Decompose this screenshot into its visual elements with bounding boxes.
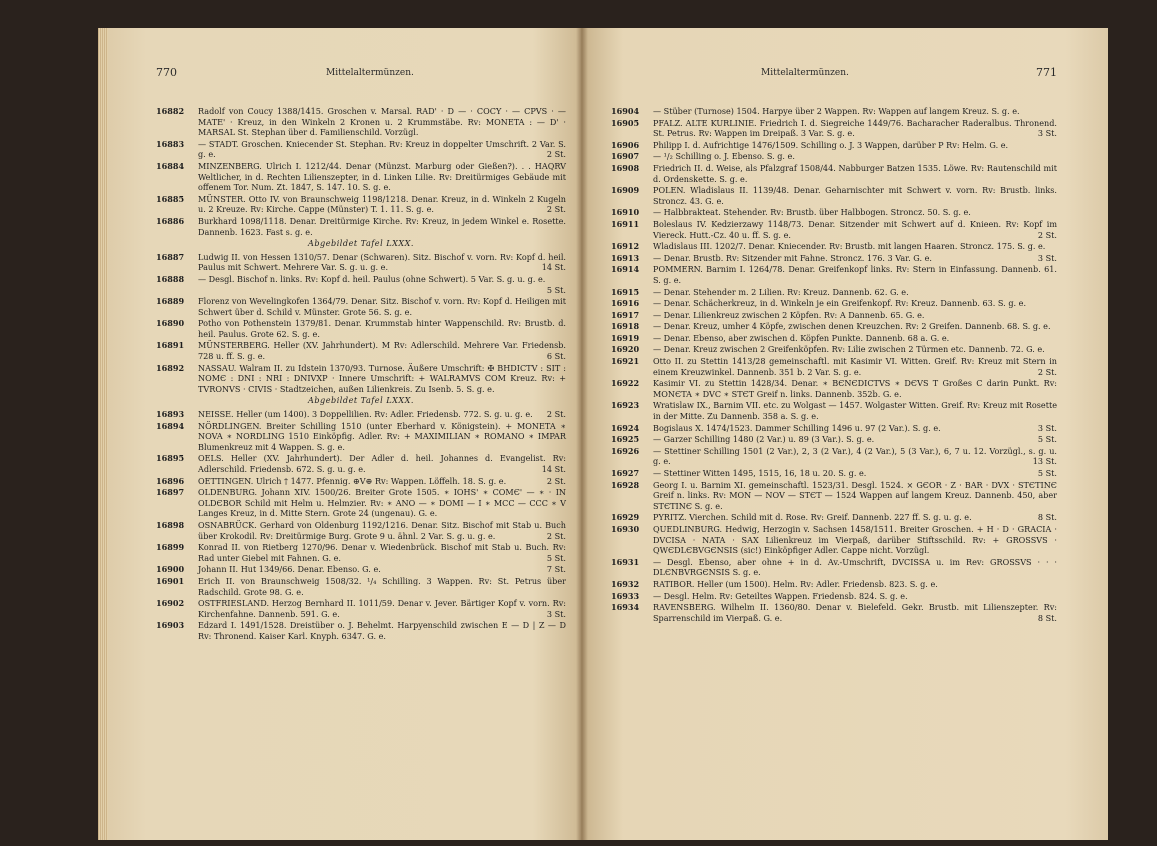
lot-number: 16913 <box>611 252 640 263</box>
lot-description: Georg I. u. Barnim XI. gemeinschaftl. 1523/31. Desgl. 1524. × GЄOR · Z · BAR · DVX · STЄTINЄ Greif n. links. Rv: MON — NOV — STЄT — 1524 Wappen auf langem Kreuz. Dannenb. 450, aber STЄTINЄ S. g. e. <box>653 479 1057 511</box>
lot-description: — Garzer Schilling 1480 (2 Var.) u. 89 (3 Var.). S. g. e. <box>653 434 875 445</box>
lot-number: 16917 <box>611 309 640 320</box>
lot-description-block <box>198 487 566 519</box>
lot-description: — Halbbrakteat. Stehender. Rv: Brustb. über Halbbogen. Stroncz. 50. S. g. e. <box>653 207 971 218</box>
lot-description-block <box>653 321 1057 332</box>
lot-description: OSTFRIESLAND. Herzog Bernhard II. 1011/59. Denar v. Jever. Bärtiger Kopf v. vorn. Rv: Kirchenfahne. Dannenb. 591. G. e. <box>198 598 566 619</box>
lot-description: POMMERN. Barnim I. 1264/78. Denar. Greifenkopf links. Rv: Stern in Einfassung. Dannenb. 61. S. g. e. <box>653 264 1057 285</box>
lot-number: 16920 <box>611 344 640 355</box>
lot-description: RAVENSBERG. Wilhelm II. 1360/80. Denar v. Bielefeld. Gekr. Brustb. mit Lilienszepter. Rv: Sparrenschild im Vierpaß. G. e. <box>653 602 1057 623</box>
lot-description-block <box>653 378 1057 399</box>
lot-number: 16893 <box>156 409 185 420</box>
lot-number: 16910 <box>611 207 640 218</box>
lot-description: NÖRDLINGEN. Breiter Schilling 1510 (unter Eberhard v. Königstein). + MONETA ∗ NOVA ∗ NORDLING 1510 Einköpfig. Adler. Rv: + MAXIMILIAN ∗ ROMANO ∗ IMPAR Blumenkreuz mit 4 Wappen. S. g. e. <box>198 420 566 452</box>
lot-number: 16897 <box>156 487 185 498</box>
lot-description-block <box>198 520 566 541</box>
lot-number: 16919 <box>611 332 640 343</box>
lot-number: 16885 <box>156 193 185 204</box>
lot-description: — Desgl. Ebenso, aber ohne + in d. Av.-Umschrift, DVCISSA u. im Rev: GROSSVS · · · DLЄNBVRGЄNSIS S. g. e. <box>653 556 1057 578</box>
plate-caption: Abgebildet Tafel LXXX. <box>308 395 414 406</box>
right-page <box>581 28 1108 840</box>
lot-number: 16928 <box>611 479 640 490</box>
lot-quantity: 2 St. <box>546 409 566 420</box>
lot-number: 16891 <box>156 340 185 351</box>
lot-quantity: 2 St. <box>546 475 566 486</box>
lot-number: 16929 <box>611 512 640 523</box>
lot-description-block <box>653 163 1057 184</box>
lot-quantity: 6 St. <box>546 351 566 362</box>
lot-number: 16924 <box>611 422 640 433</box>
lot-number: 16932 <box>611 578 640 589</box>
lot-description: Philipp I. d. Aufrichtige 1476/1509. Schilling o. J. 3 Wappen, darüber P Rv: Helm. G. e. <box>653 139 1009 150</box>
catalog-entry <box>611 480 1057 512</box>
lot-number: 16884 <box>156 160 185 171</box>
catalog-entry <box>611 434 1057 445</box>
lot-description-block <box>653 241 1057 252</box>
catalog-entry <box>611 185 1057 206</box>
lot-quantity: 13 St. <box>1032 456 1057 467</box>
catalog-entry <box>611 287 1057 298</box>
running-head-title: Mittelaltermünzen. <box>761 68 849 78</box>
lot-description-block <box>198 296 566 317</box>
lot-description-block <box>198 564 566 575</box>
catalog-entry <box>611 400 1057 421</box>
lot-quantity: 3 St. <box>546 608 566 619</box>
lot-description-block <box>653 468 1057 479</box>
lot-description: OETTINGEN. Ulrich † 1477. Pfennig. ⊕V⊕ Rv: Wappen. Löffelh. 18. S. g. e. <box>198 475 507 486</box>
catalog-entry <box>611 253 1057 264</box>
lot-quantity: 5 St. <box>546 284 566 295</box>
lot-number: 16918 <box>611 321 640 332</box>
lot-description: — Stüber (Turnose) 1504. Harpye über 2 Wappen. Rv: Wappen auf langem Kreuz. S. g. e. <box>653 106 1020 116</box>
catalog-entry <box>156 296 566 317</box>
lot-description: MÜNSTERBERG. Heller (XV. Jahrhundert). M Rv: Adlerschild. Mehrere Var. Friedensb. 728 u. ff. S. g. e. <box>198 340 566 362</box>
lot-description-block <box>653 264 1057 285</box>
lot-number: 16903 <box>156 620 185 631</box>
catalog-entry <box>611 356 1057 377</box>
catalog-entry <box>611 298 1057 309</box>
lot-description-block <box>653 151 1057 162</box>
lot-quantity: 5 St. <box>546 552 566 563</box>
lot-description-block <box>653 310 1057 321</box>
lot-number: 16907 <box>611 151 640 162</box>
lot-quantity: 2 St. <box>1037 366 1057 377</box>
left-entries <box>156 106 566 643</box>
lot-description: Erich II. von Braunschweig 1508/32. ¹/₄ Schilling. 3 Wappen. Rv: St. Petrus über Radschild. Grote 98. G. e. <box>198 575 566 597</box>
catalog-entry <box>156 409 566 420</box>
lot-description-block <box>653 434 1057 445</box>
lot-description-block <box>653 557 1057 578</box>
lot-number: 16926 <box>611 445 640 456</box>
catalog-entry <box>611 524 1057 556</box>
lot-description-block <box>198 598 566 619</box>
lot-number: 16896 <box>156 475 185 486</box>
left-page <box>98 28 581 840</box>
lot-number: 16922 <box>611 378 640 389</box>
lot-description-block <box>653 400 1057 421</box>
lot-description: Edzard I. 1491/1528. Dreistüber o. J. Behelmt. Harpyenschild zwischen E — D | Z — D Rv: Thronend. Kaiser Karl. Knyph. 6347. G. e. <box>198 620 566 641</box>
lot-quantity: 8 St. <box>1037 612 1057 623</box>
lot-description: MÜNSTER. Otto IV. von Braunschweig 1198/1218. Denar. Kreuz, in d. Winkeln 2 Kugeln u. 2 Kreuze. Rv: Kirche. Cappe (Münster) T. 1. 11. S. g. e. <box>198 193 566 215</box>
lot-quantity: 3 St. <box>1037 128 1057 139</box>
lot-description-block <box>653 423 1057 434</box>
catalog-entry <box>156 318 566 339</box>
plate-caption: Abgebildet Tafel LXXX. <box>308 238 414 249</box>
lot-description: Wladislaus III. 1202/7. Denar. Kniecender. Rv: Brustb. mit langen Haaren. Stroncz. 175. S. g. e. <box>653 241 1046 252</box>
lot-number: 16914 <box>611 264 640 275</box>
lot-number: 16911 <box>611 218 640 229</box>
lot-description-block <box>198 620 566 641</box>
lot-description: Boleslaus IV. Kedzierzawy 1148/73. Denar. Sitzender mit Schwert auf d. Knieen. Rv: Kopf im Viereck. Hutt.-Cz. 40 u. ff. S. g. e. <box>653 218 1057 240</box>
lot-number: 16908 <box>611 162 640 173</box>
lot-quantity: 3 St. <box>1037 252 1057 263</box>
lot-number: 16925 <box>611 434 640 445</box>
lot-number: 16906 <box>611 139 640 150</box>
catalog-entry <box>611 446 1057 467</box>
lot-quantity: 5 St. <box>1037 468 1057 478</box>
lot-description-block <box>653 185 1057 206</box>
lot-description-block <box>198 476 566 487</box>
catalog-entry <box>611 151 1057 162</box>
lot-number: 16899 <box>156 542 185 553</box>
catalog-entry <box>156 216 566 237</box>
page-edge <box>98 28 108 840</box>
lot-description: — Denar. Ebenso, aber zwischen d. Köpfen Punkte. Dannenb. 68 a. G. e. <box>653 332 950 343</box>
lot-description-block <box>198 194 566 215</box>
catalog-entry <box>611 163 1057 184</box>
catalog-entry <box>156 487 566 519</box>
catalog-entry <box>156 576 566 597</box>
lot-description-block <box>653 106 1057 117</box>
lot-description: — Denar. Schächerkreuz, in d. Winkeln je ein Greifenkopf. Rv: Kreuz. Dannenb. 63. S. g. e. <box>653 298 1027 309</box>
lot-description-block <box>198 542 566 563</box>
lot-description: Konrad II. von Rietberg 1270/96. Denar v. Wiedenbrück. Bischof mit Stab u. Buch. Rv: Rad unter Giebel mit Fahnen. G. e. <box>198 542 566 563</box>
lot-description: Radolf von Coucy 1388/1415. Groschen v. Marsal. RAD' · D — · COCY · — CPVS · — MATE' · Kreuz, in den Winkeln 2 Kronen u. 2 Krummstäbe. Rv: MONETA : — D' · MARSAL St. Stephan über d. Familienschild. Vorzügl. <box>198 106 566 138</box>
catalog-entry <box>611 378 1057 399</box>
catalog-entry <box>611 219 1057 240</box>
book-spread <box>98 28 1108 840</box>
lot-number: 16901 <box>156 575 185 586</box>
lot-number: 16931 <box>611 556 640 567</box>
lot-description-block <box>653 118 1057 139</box>
catalog-entry <box>156 363 566 395</box>
catalog-entry <box>611 512 1057 523</box>
lot-description: Johann II. Hut 1349/66. Denar. Ebenso. G. e. <box>198 564 381 575</box>
lot-number: 16909 <box>611 185 640 196</box>
lot-description-block <box>198 409 566 420</box>
catalog-entry <box>156 620 566 641</box>
lot-description: — Denar. Kreuz, umher 4 Köpfe, zwischen denen Kreuzchen. Rv: 2 Greifen. Dannenb. 68. S. g. e. <box>653 321 1051 332</box>
lot-number: 16900 <box>156 564 185 575</box>
lot-quantity: 2 St. <box>546 149 566 160</box>
catalog-entry <box>156 421 566 453</box>
lot-description: MINZENBERG. Ulrich I. 1212/44. Denar (Münzst. Marburg oder Gießen?). . . HAQRV Weltlicher, in d. Rechten Lilienszepter, in d. Linken Lilie. Rv: Dreitürmiges Gebäude mit offenem Tor. Num. Zt. 1847, S. 147. 10. S. g. e. <box>198 160 566 193</box>
catalog-entry <box>611 344 1057 355</box>
lot-description-block <box>198 453 566 474</box>
lot-description-block <box>653 602 1057 623</box>
catalog-entry <box>611 106 1057 117</box>
lot-number: 16882 <box>156 106 185 116</box>
lot-quantity: 14 St. <box>541 464 566 474</box>
lot-number: 16890 <box>156 318 185 329</box>
catalog-entry <box>156 453 566 474</box>
catalog-entry <box>611 321 1057 332</box>
catalog-entry <box>611 241 1057 252</box>
lot-description-block <box>653 253 1057 264</box>
lot-number: 16895 <box>156 453 185 464</box>
lot-number: 16930 <box>611 523 640 534</box>
lot-description: — Stettiner Schilling 1501 (2 Var.), 2, 3 (2 Var.), 4 (2 Var.), 5 (3 Var.), 6, 7 u. 12. Vorzügl., s. g. u. g. e. <box>653 445 1057 467</box>
lot-number: 16934 <box>611 602 640 613</box>
lot-description: Wratislaw IX., Barnim VII. etc. zu Wolgast — 1457. Wolgaster Witten. Greif. Rv: Kreuz mit Rosette in der Mitte. Zu Dannenb. 358 a. S. g. e. <box>653 400 1057 422</box>
lot-description-block <box>198 161 566 193</box>
lot-description: OELS. Heller (XV. Jahrhundert). Der Adler d. heil. Johannes d. Evangelist. Rv: Adlerschild. Friedensb. 672. S. g. u. g. e. <box>198 453 566 474</box>
catalog-entry <box>156 542 566 563</box>
lot-number: 16892 <box>156 362 185 373</box>
lot-description-block <box>653 287 1057 298</box>
lot-description-block <box>653 298 1057 309</box>
lot-quantity: 2 St. <box>546 530 566 541</box>
catalog-entry <box>156 598 566 619</box>
catalog-entry <box>156 194 566 215</box>
lot-number: 16889 <box>156 296 185 307</box>
lot-description: OSNABRÜCK. Gerhard von Oldenburg 1192/1216. Denar. Sitz. Bischof mit Stab u. Buch über Krokodil. Rv: Dreitürmige Burg. Grote 9 u. ähnl. 2 Var. S. g. u. g. e. <box>198 519 566 541</box>
lot-description: — Denar. Brustb. Rv: Sitzender mit Fahne. Stroncz. 176. 3 Var. G. e. <box>653 252 932 263</box>
lot-description-block <box>653 512 1057 523</box>
catalog-entry <box>156 340 566 361</box>
lot-number: 16902 <box>156 598 185 609</box>
lot-number: 16883 <box>156 138 185 149</box>
lot-description-block <box>653 333 1057 344</box>
lot-description-block <box>653 591 1057 602</box>
lot-description: RATIBOR. Heller (um 1500). Helm. Rv: Adler. Friedensb. 823. S. g. e. <box>653 578 938 589</box>
catalog-entry <box>611 602 1057 623</box>
lot-description-block <box>653 140 1057 151</box>
lot-description-block <box>198 274 566 295</box>
lot-number: 16927 <box>611 468 640 478</box>
page-number: 770 <box>156 66 177 79</box>
lot-description: Ludwig II. von Hessen 1310/57. Denar (Schwaren). Sitz. Bischof v. vorn. Rv: Kopf d. heil. Paulus mit Schwert. Mehrere Var. S. g. u. g. e. <box>198 251 566 273</box>
catalog-entry <box>611 557 1057 578</box>
lot-description-block <box>198 421 566 453</box>
lot-number: 16894 <box>156 420 185 431</box>
lot-quantity: 8 St. <box>1037 512 1057 523</box>
lot-description-block <box>653 524 1057 556</box>
lot-description: Potho von Pothenstein 1379/81. Denar. Krummstab hinter Wappenschild. Rv: Brustb. d. heil. Paulus. Grote 62. S. g. e. <box>198 318 566 339</box>
lot-description: — Desgl. Helm. Rv: Geteiltes Wappen. Friedensb. 824. S. g. e. <box>653 590 908 601</box>
lot-number: 16921 <box>611 356 640 367</box>
lot-description: — ¹/₂ Schilling o. J. Ebenso. S. g. e. <box>653 151 795 162</box>
lot-description: OLDENBURG. Johann XIV. 1500/26. Breiter Grote 1505. ∗ IOHS' ∗ COMЄ' — ∗ · IN OLDЄBOR Schild mit Helm u. Helmzier. Rv: ∗ ANO — ∗ DOMI — I ∗ MCC — CCC ∗ V Langes Kreuz, in d. Mitte Stern. Grote 24 (ungenau). G. e. <box>198 487 566 519</box>
lot-description-block <box>653 446 1057 467</box>
lot-description-block <box>198 216 566 237</box>
catalog-entry <box>156 564 566 575</box>
lot-number: 16912 <box>611 241 640 252</box>
lot-description: PYRITZ. Vierchen. Schild mit d. Rose. Rv: Greif. Dannenb. 227 ff. S. g. u. g. e. <box>653 512 972 523</box>
catalog-entry <box>156 274 566 295</box>
catalog-entry <box>156 139 566 160</box>
lot-description-block <box>198 106 566 138</box>
lot-description-block <box>653 344 1057 355</box>
catalog-entry <box>611 264 1057 285</box>
lot-quantity: 5 St. <box>1037 434 1057 445</box>
lot-number: 16916 <box>611 298 640 309</box>
lot-number: 16915 <box>611 286 640 297</box>
catalog-entry <box>611 579 1057 590</box>
lot-description-block <box>198 340 566 361</box>
lot-number: 16904 <box>611 106 640 116</box>
lot-quantity: 14 St. <box>541 262 566 273</box>
lot-description-block <box>198 318 566 339</box>
lot-description: — Desgl. Bischof n. links. Rv: Kopf d. heil. Paulus (ohne Schwert). 5 Var. S. g. u. g. e. <box>198 273 546 284</box>
lot-description-block <box>198 363 566 395</box>
lot-description: Otto II. zu Stettin 1413/28 gemeinschaftl. mit Kasimir VI. Witten. Greif. Rv: Kreuz mit Stern in einem Kreuzwinkel. Dannenb. 351 b. 2 Var. S. g. e. <box>653 356 1057 377</box>
catalog-entry <box>611 310 1057 321</box>
lot-description-block <box>653 219 1057 240</box>
lot-description: Kasimir VI. zu Stettin 1428/34. Denar. ∗ BЄNЄDICTVS ∗ DЄVS T Großes C darin Punkt. Rv: MONЄTA ∗ DVC ∗ STЄT Greif n. links. Dannenb. 352b. G. e. <box>653 378 1057 399</box>
lot-description-block <box>198 139 566 160</box>
lot-description: — Stettiner Witten 1495, 1515, 16, 18 u. 20. S. g. e. <box>653 468 867 478</box>
lot-description-block <box>653 356 1057 377</box>
lot-number: 16887 <box>156 251 185 262</box>
lot-number: 16898 <box>156 519 185 530</box>
lot-description: QUEDLINBURG. Hedwig, Herzogin v. Sachsen 1458/1511. Breiter Groschen. + H · D · GRACIA · DVCISA · NATA · SAX Lilienkreuz im Vierpaß, darüber Stiftsschild. Rv: + GROSSVS · QWЄDLЄBVGЄNSIS (sic!) Einköpfiger Adler. Cappe nicht. Vorzügl. <box>653 523 1057 556</box>
lot-description: — Denar. Lilienkreuz zwischen 2 Köpfen. Rv: A Dannenb. 65. G. e. <box>653 309 925 320</box>
catalog-entry <box>611 333 1057 344</box>
lot-description: Florenz von Wevelingkofen 1364/79. Denar. Sitz. Bischof v. vorn. Rv: Kopf d. Heiligen mit Schwert über d. Schild v. Münster. Grote 56. S. g. e. <box>198 296 566 317</box>
lot-description: Burkhard 1098/1118. Denar. Dreitürmige Kirche. Rv: Kreuz, in jedem Winkel e. Rosette. Dannenb. 1623. Fast s. g. e. <box>198 215 566 237</box>
lot-description: Friedrich II. d. Weise, als Pfalzgraf 1508/44. Nabburger Batzen 1535. Löwe. Rv: Rautenschild mit d. Ordenskette. S. g. e. <box>653 162 1057 184</box>
lot-description-block <box>198 252 566 273</box>
running-head-title: Mittelaltermünzen. <box>326 68 414 78</box>
lot-description: PFALZ. ALTE KURLINIE. Friedrich I. d. Siegreiche 1449/76. Bacharacher Raderalbus. Thronend. St. Petrus. Rv: Wappen im Dreipaß. 3 Var. S. g. e. <box>653 117 1057 139</box>
lot-number: 16888 <box>156 273 185 284</box>
catalog-entry <box>156 161 566 193</box>
lot-quantity: 3 St. <box>1037 422 1057 433</box>
catalog-entry <box>156 520 566 541</box>
lot-description-block <box>653 480 1057 512</box>
lot-description: — STADT. Groschen. Kniecender St. Stephan. Rv: Kreuz in doppelter Umschrift. 2 Var. S. g. e. <box>198 138 566 160</box>
lot-description-block <box>198 576 566 597</box>
lot-quantity: 2 St. <box>546 204 566 215</box>
lot-quantity: 2 St. <box>1037 229 1057 240</box>
lot-number: 16923 <box>611 400 640 411</box>
catalog-entry <box>156 106 566 138</box>
lot-number: 16905 <box>611 117 640 128</box>
catalog-entry <box>611 140 1057 151</box>
lot-description: — Denar. Kreuz zwischen 2 Greifenköpfen. Rv: Lilie zwischen 2 Türmen etc. Dannenb. 72. G. e. <box>653 344 1045 355</box>
catalog-entry <box>611 423 1057 434</box>
lot-description-block <box>653 207 1057 218</box>
lot-number: 16886 <box>156 215 185 226</box>
lot-description: NEISSE. Heller (um 1400). 3 Doppellilien. Rv: Adler. Friedensb. 772. S. g. u. g. e. <box>198 409 533 420</box>
right-entries <box>611 106 1057 624</box>
catalog-entry <box>611 591 1057 602</box>
lot-description: — Denar. Stehender m. 2 Lilien. Rv: Kreuz. Dannenb. 62. G. e. <box>653 286 909 297</box>
catalog-entry <box>611 468 1057 479</box>
lot-description: NASSAU. Walram II. zu Idstein 1370/93. Turnose. Äußere Umschrift: ✠ BHDICTV : SIT : NOMЄ : DNI : NRI : DNIVXP · Innere Umschrift: + WALRAMVS COM Kreuz. Rv: + TVRONVS · CIVIS · Stadtzeichen, außen Lilienkreis. Zu Isenb. 5. S. g. e. <box>198 362 566 394</box>
catalog-entry <box>156 476 566 487</box>
catalog-entry <box>611 207 1057 218</box>
lot-description: POLEN. Wladislaus II. 1139/48. Denar. Geharnischter mit Schwert v. vorn. Rv: Brustb. links. Stroncz. 43. G. e. <box>653 185 1057 206</box>
lot-description-block <box>653 579 1057 590</box>
lot-description: Bogislaus X. 1474/1523. Dammer Schilling 1496 u. 97 (2 Var.). S. g. e. <box>653 422 941 433</box>
lot-quantity: 7 St. <box>546 564 566 575</box>
page-number: 771 <box>1036 66 1057 79</box>
catalog-entry <box>611 118 1057 139</box>
catalog-entry <box>156 252 566 273</box>
book-gutter <box>576 28 588 840</box>
lot-number: 16933 <box>611 590 640 601</box>
